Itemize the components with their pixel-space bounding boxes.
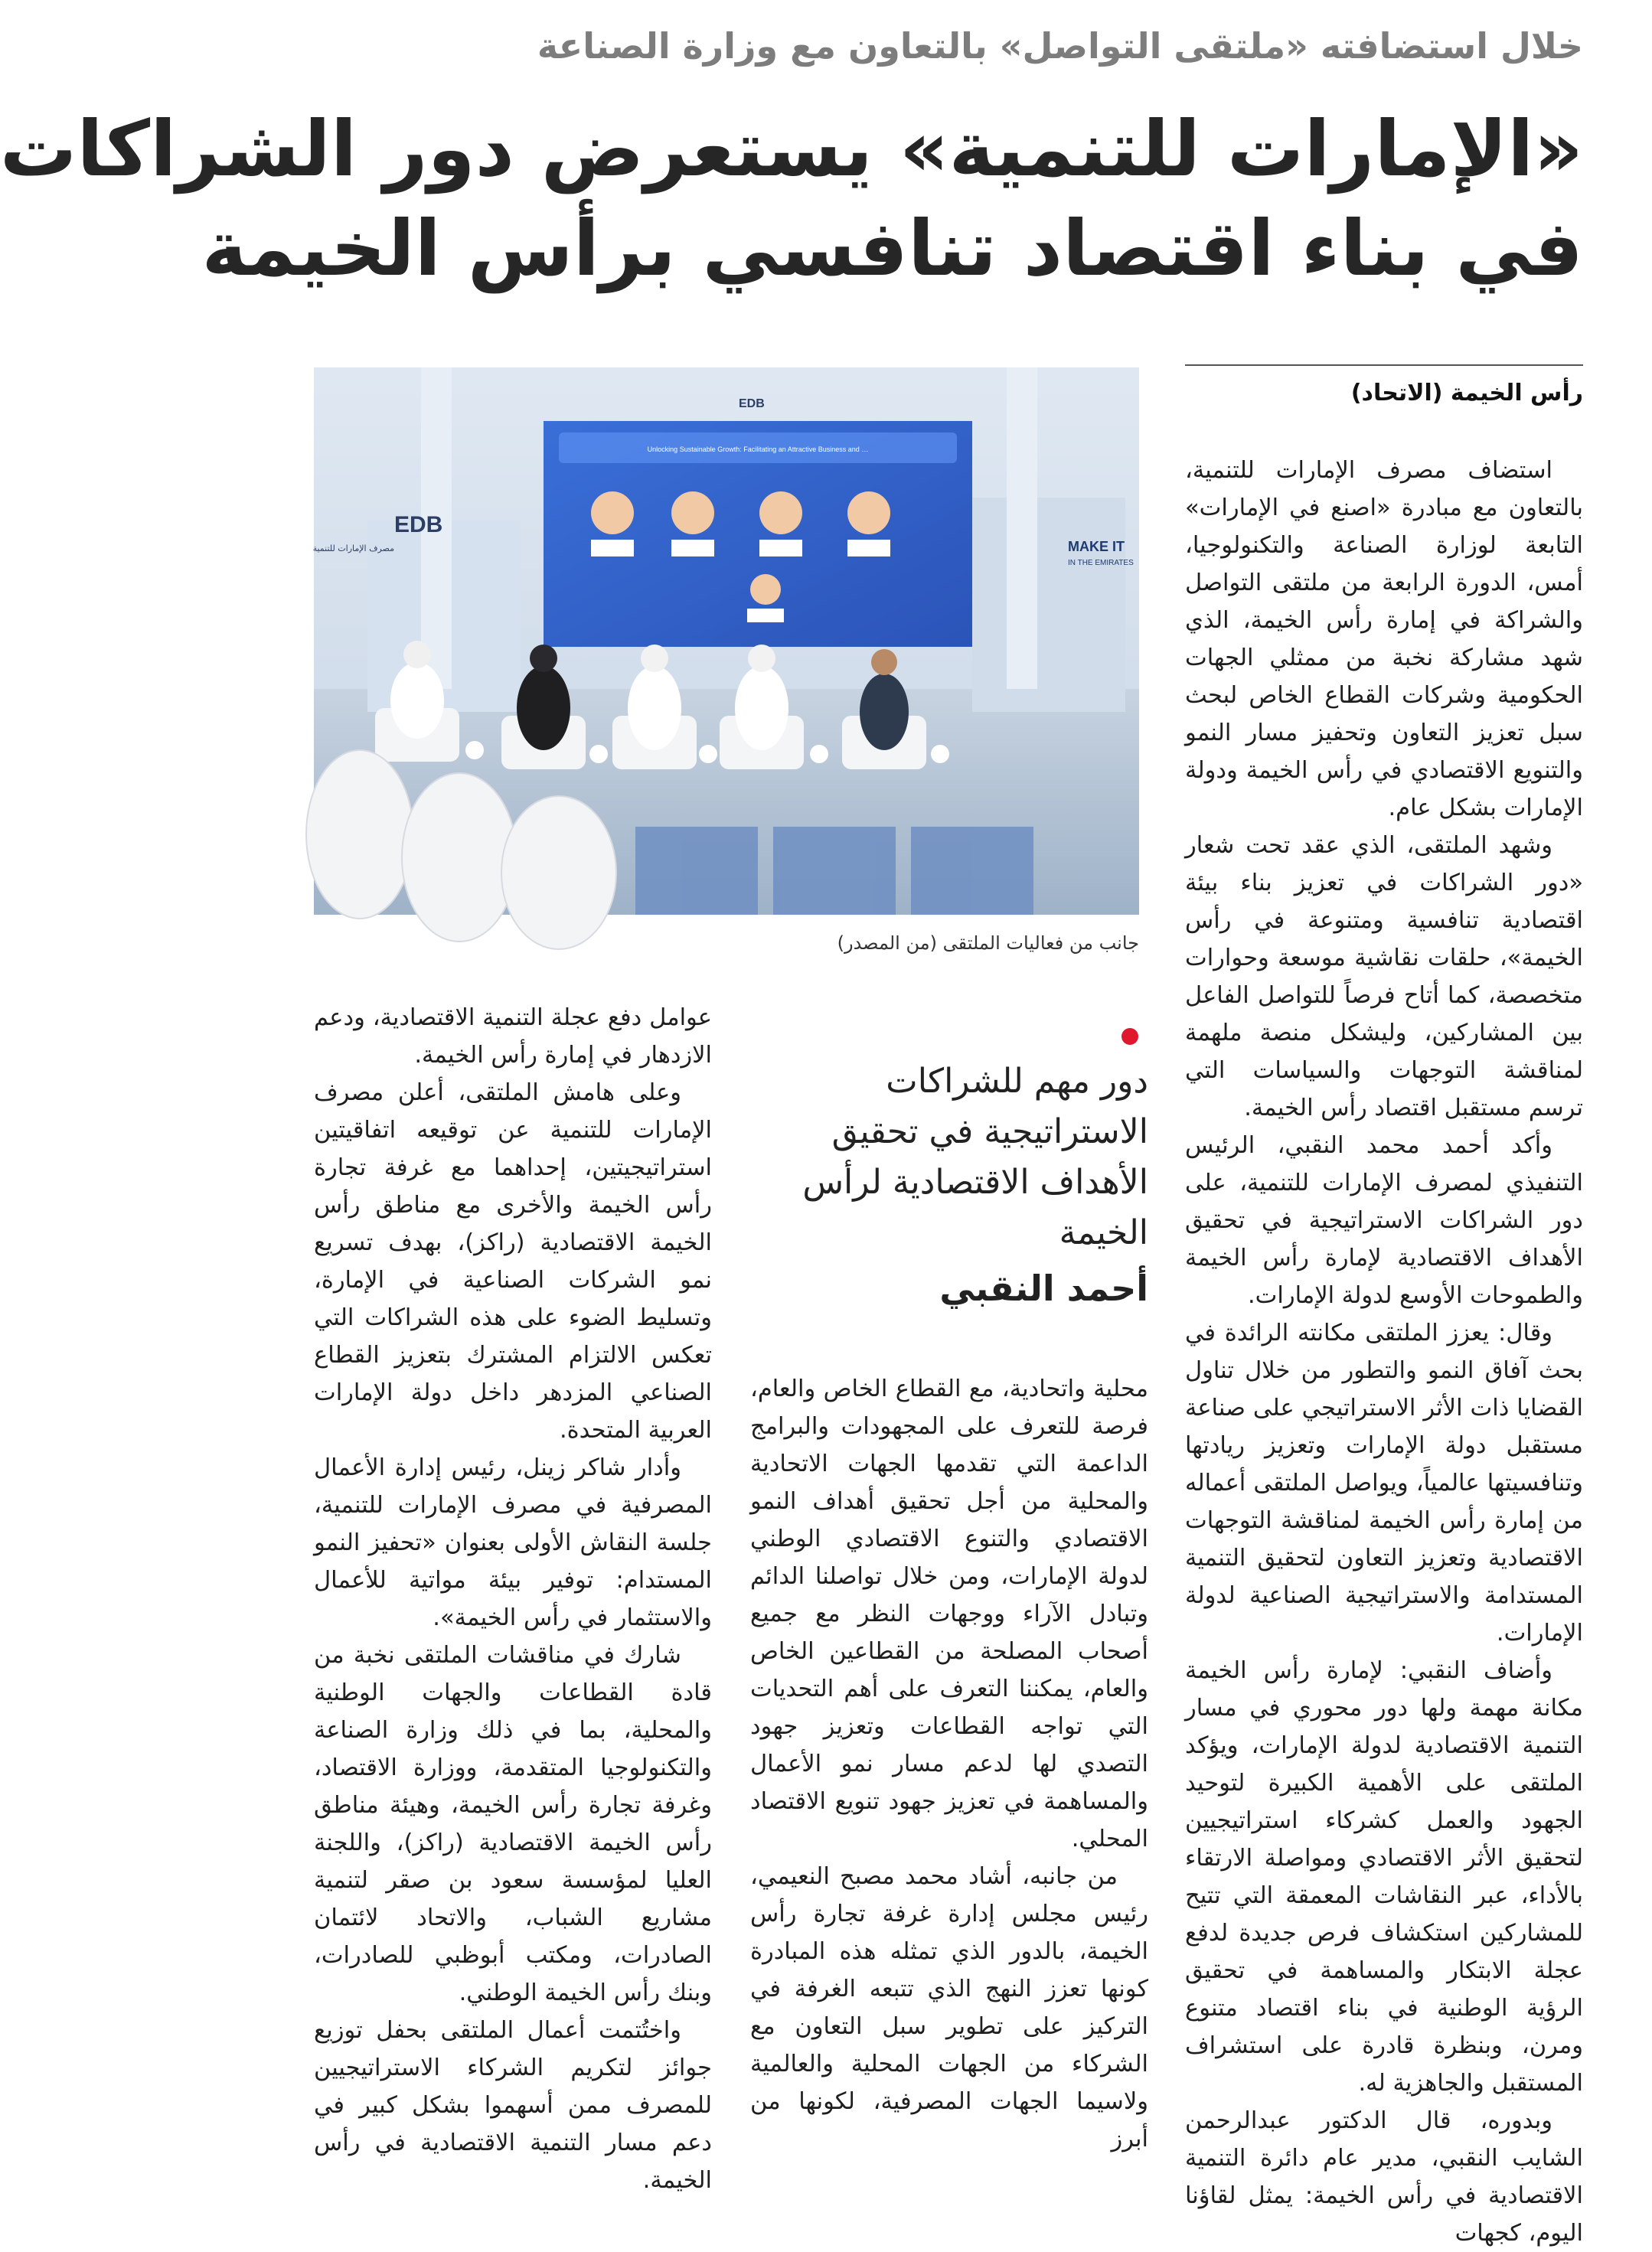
article-column-middle bbox=[750, 1370, 1148, 2158]
paragraph: وشهد الملتقى، الذي عقد تحت شعار «دور الشراكات في تعزيز بناء بيئة اقتصادية تنافسية ومتنوعة في رأس الخيمة»، حلقات نقاشية موسعة وحوارات متخصصة، كما أتاح فرصاً للتواصل الفاعل بين المشاركين، وليشكل منصة ملهمة لمناقشة التوجهات والسياسات التي ترسم مستقبل اقتصاد رأس الخيمة. bbox=[1185, 832, 1583, 1121]
event-photo-illustration bbox=[314, 367, 1139, 915]
paragraph: وبدوره، قال الدكتور عبدالرحمن الشايب النقبي، مدير عام دائرة التنمية الاقتصادية في رأس الخيمة: يمثل لقاؤنا اليوم، كجهات bbox=[1185, 2107, 1583, 2247]
photo-caption: جانب من فعاليات الملتقى (من المصدر) bbox=[837, 932, 1139, 954]
headline-line-2: في بناء اقتصاد تنافسي برأس الخيمة bbox=[201, 204, 1583, 293]
photo-stage-logo: EDB bbox=[739, 397, 765, 410]
paragraph: من جانبه، أشاد محمد مصبح النعيمي، رئيس مجلس إدارة غرفة تجارة رأس الخيمة، بالدور الذي تمثله هذه المبادرة كونها تعزز النهج الذي تتبعه الغرفة في التركيز على تطوير سبل التعاون مع الشركاء من الجهات المحلية والعالمية ولاسيما الجهات المصرفية، لكونها من أبرز bbox=[750, 1863, 1148, 2152]
article-column-left bbox=[314, 999, 712, 2199]
pull-quote bbox=[788, 1056, 1148, 1315]
paragraph: وأدار شاكر زينل، رئيس إدارة الأعمال المصرفية في مصرف الإمارات للتنمية، جلسة النقاش الأولى بعنوان «تحفيز النمو المستدام: توفير بيئة مواتية للأعمال والاستثمار في رأس الخيمة». bbox=[314, 1454, 712, 1631]
article-headline bbox=[0, 100, 1583, 299]
photo-right-logo-sub: IN THE EMIRATES bbox=[1068, 559, 1134, 567]
article-kicker: خلال استضافته «ملتقى التواصل» بالتعاون مع وزارة الصناعة bbox=[537, 25, 1583, 67]
headline-line-1: «الإمارات للتنمية» يستعرض دور الشراكات bbox=[0, 104, 1583, 194]
paragraph: واختُتمت أعمال الملتقى بحفل توزيع جوائز لتكريم الشركاء الاستراتيجيين للمصرف ممن أسهموا بشكل كبير في دعم مسار التنمية الاقتصادية في رأس الخيمة. bbox=[314, 2017, 712, 2194]
paragraph: استضاف مصرف الإمارات للتنمية، بالتعاون مع مبادرة «اصنع في الإمارات» التابعة لوزارة الصناعة والتكنولوجيا، أمس، الدورة الرابعة من ملتقى التواصل والشراكة في إمارة رأس الخيمة، الذي شهد مشاركة نخبة من ممثلي الجهات الحكومية وشركات القطاع الخاص لبحث سبل تعزيز التعاون وتحفيز مسار النمو والتنويع الاقتصادي في رأس الخيمة ودولة الإمارات بشكل عام. bbox=[1185, 457, 1583, 821]
byline-rule bbox=[1185, 364, 1583, 366]
pull-quote-author: أحمد النقبي bbox=[939, 1268, 1148, 1309]
paragraph: شارك في مناقشات الملتقى نخبة من قادة القطاعات والجهات الوطنية والمحلية، بما في ذلك وزارة الصناعة والتكنولوجيا المتقدمة، ووزارة الاقتصاد، وغرفة تجارة رأس الخيمة، وهيئة مناطق رأس الخيمة الاقتصادية (راكز)، واللجنة العليا لمؤسسة سعود بن صقر لتنمية مشاريع الشباب، والاتحاد لائتمان الصادرات، ومكتب أبوظبي للصادرات، وبنك رأس الخيمة الوطني. bbox=[314, 1642, 712, 2006]
photo-right-logo: MAKE IT bbox=[1068, 539, 1125, 554]
screen-title: Unlocking Sustainable Growth: Facilitating an Attractive Business and … bbox=[647, 446, 869, 453]
photo-left-logo-sub: مصرف الإمارات للتنمية bbox=[312, 543, 394, 553]
photo-left-logo: EDB bbox=[394, 512, 443, 537]
article-column-right bbox=[1185, 452, 1583, 2252]
paragraph: وقال: يعزز الملتقى مكانته الرائدة في بحث آفاق النمو والتطور من خلال تناول القضايا ذات الأثر الاستراتيجي على صناعة مستقبل دولة الإمارات وتعزيز ريادتها وتنافسيتها عالمياً، ويواصل الملتقى أعماله من إمارة رأس الخيمة لمناقشة التوجهات الاقتصادية وتعزيز التعاون لتحقيق التنمية المستدامة والاستراتيجية الصناعية لدولة الإمارات. bbox=[1185, 1320, 1583, 1647]
paragraph: وأضاف النقبي: لإمارة رأس الخيمة مكانة مهمة ولها دور محوري في مسار التنمية الاقتصادية لدولة الإمارات، ويؤكد الملتقى على الأهمية الكبيرة لتوحيد الجهود والعمل كشركاء استراتيجيين لتحقيق الأثر الاقتصادي ومواصلة الارتقاء بالأداء، عبر النقاشات المعمقة التي تتيح للمشاركين استكشاف فرص جديدة لدفع عجلة الابتكار والمساهمة في تحقيق الرؤية الوطنية في بناء اقتصاد متنوع ومرن، وبنظرة قادرة على استشراف المستقبل والجاهزية له. bbox=[1185, 1657, 1583, 2097]
pull-quote-dot bbox=[1121, 1028, 1138, 1045]
pull-quote-text: دور مهم للشراكات الاستراتيجية في تحقيق الأهداف الاقتصادية لرأس الخيمة bbox=[802, 1062, 1148, 1252]
paragraph: عوامل دفع عجلة التنمية الاقتصادية، ودعم الازدهار في إمارة رأس الخيمة. bbox=[314, 1004, 712, 1069]
paragraph: وأكد أحمد محمد النقبي، الرئيس التنفيذي لمصرف الإمارات للتنمية، على دور الشراكات الاستراتيجية في تحقيق الأهداف الاقتصادية لإمارة رأس الخيمة والطموحات الأوسع لدولة الإمارات. bbox=[1185, 1132, 1583, 1309]
byline: رأس الخيمة (الاتحاد) bbox=[1350, 380, 1583, 406]
paragraph: محلية واتحادية، مع القطاع الخاص والعام، فرصة للتعرف على المجهودات والبرامج الداعمة التي تقدمها الجهات الاتحادية والمحلية من أجل تحقيق أهداف النمو الاقتصادي والتنوع الاقتصادي الوطني لدولة الإمارات، ومن خلال تواصلنا الدائم وتبادل الآراء ووجهات النظر مع جميع أصحاب المصلحة من القطاعين الخاص والعام، يمكننا التعرف على أهم التحديات التي تواجه القطاعات وتعزيز جهود التصدي لها لدعم مسار نمو الأعمال والمساهمة في تعزيز جهود تنويع الاقتصاد المحلي. bbox=[750, 1376, 1148, 1852]
paragraph: وعلى هامش الملتقى، أعلن مصرف الإمارات للتنمية عن توقيعه اتفاقيتين استراتيجيتين، إحداهما مع غرفة تجارة رأس الخيمة والأخرى مع مناطق رأس الخيمة الاقتصادية (راكز)، بهدف تسريع نمو الشركات الصناعية في الإمارة، وتسليط الضوء على هذه الشراكات التي تعكس الالتزام المشترك بتعزيز القطاع الصناعي المزدهر داخل دولة الإمارات العربية المتحدة. bbox=[314, 1079, 712, 1444]
event-photo bbox=[314, 367, 1139, 915]
